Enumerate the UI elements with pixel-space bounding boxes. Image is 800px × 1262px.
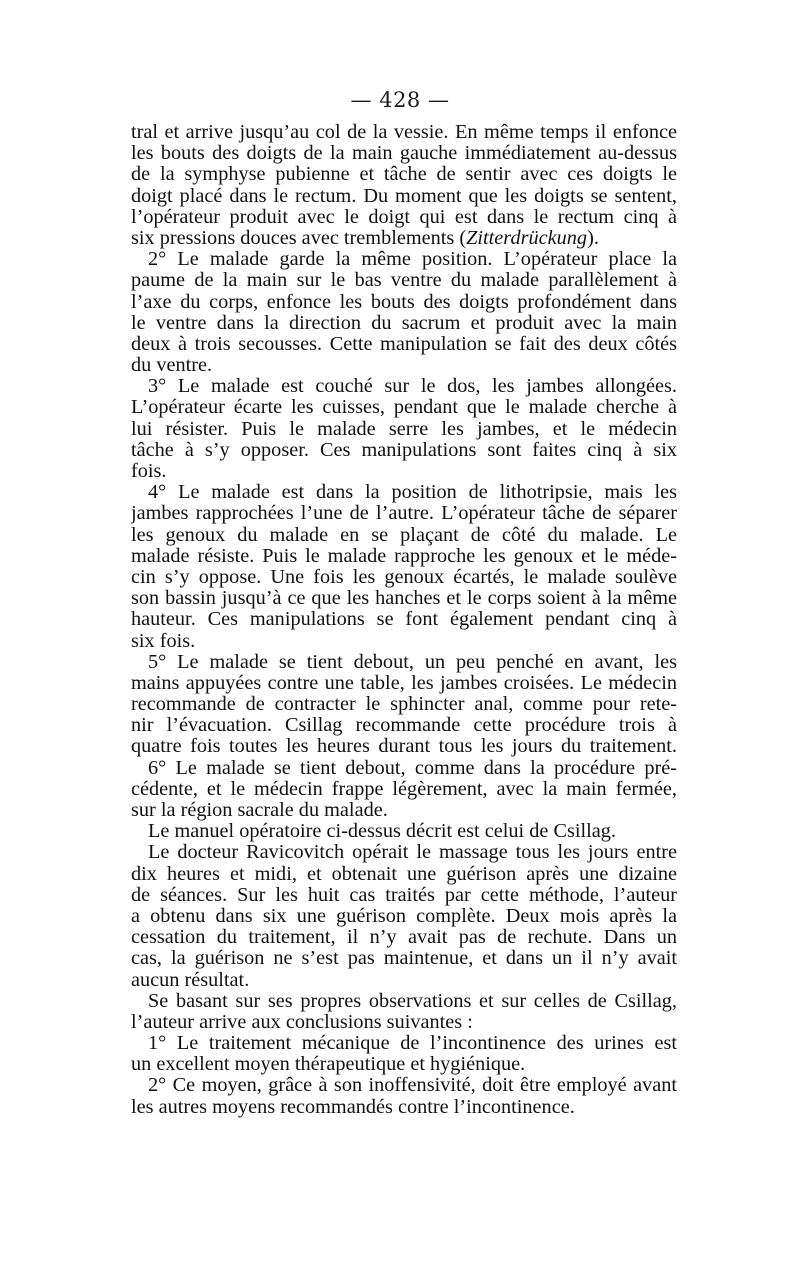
- text-line: les bouts des doigts de la main gauche immédiatement au-dessus: [131, 143, 677, 165]
- text-line: Se basant sur ses propres observations et sur celles de Csillag,: [148, 990, 677, 1012]
- text-line: deux à trois secousses. Cette manipulation se fait des deux côtés: [131, 333, 677, 355]
- text-line: 2° Le malade garde la même position. L’opérateur place la: [148, 249, 677, 271]
- text-line: tâche à s’y opposer. Ces manipulations sont faites cinq à six: [131, 439, 677, 461]
- body-text: [131, 122, 677, 1118]
- text-line: paume de la main sur le bas ventre du malade parallèlement à: [131, 270, 677, 292]
- text-line: les genoux du malade en se plaçant de côté du malade. Le: [131, 524, 677, 546]
- text-line: jambes rapprochées l’une de l’autre. L’opérateur tâche de séparer: [131, 503, 677, 525]
- text-line: doigt placé dans le rectum. Du moment que les doigts se sentent,: [131, 185, 677, 207]
- text-line: cin s’y oppose. Une fois les genoux écartés, le malade soulève: [131, 566, 677, 588]
- italic-term: Zitterdrückung: [466, 227, 588, 249]
- text-line: six pressions douces avec tremblements (Zitterdrückung).: [131, 227, 599, 249]
- text-line: 1° Le traitement mécanique de l’incontinence des urines est: [148, 1033, 677, 1055]
- text-line: 6° Le malade se tient debout, comme dans la procédure pré-: [148, 757, 677, 779]
- text-line: quatre fois toutes les heures durant tous les jours du traitement.: [131, 736, 677, 758]
- text-line: hauteur. Ces manipulations se font également pendant cinq à: [131, 609, 677, 631]
- text-line: le ventre dans la direction du sacrum et produit avec la main: [131, 312, 677, 334]
- text-line: tral et arrive jusqu’au col de la vessie. En même temps il enfonce: [131, 122, 677, 143]
- text-line: Le manuel opératoire ci-dessus décrit est celui de Csillag.: [148, 821, 616, 843]
- text-line: de la symphyse pubienne et tâche de sentir avec ces doigts le: [131, 164, 677, 186]
- text-line: 2° Ce moyen, grâce à son inoffensivité, doit être employé avant: [148, 1075, 677, 1097]
- text-line: mains appuyées contre une table, les jambes croisées. Le médecin: [131, 672, 677, 694]
- text-line: Le docteur Ravicovitch opérait le massage tous les jours entre: [148, 842, 677, 864]
- text-line: l’auteur arrive aux conclusions suivantes :: [131, 1011, 473, 1033]
- text-line: nir l’évacuation. Csillag recommande cette procédure trois à: [131, 715, 677, 737]
- text-line: aucun résultat.: [131, 969, 250, 991]
- page-number: — 428 —: [350, 88, 450, 112]
- text-line: lui résister. Puis le malade serre les jambes, et le médecin: [131, 418, 677, 440]
- text-line: malade résiste. Puis le malade rapproche les genoux et le méde-: [131, 545, 677, 567]
- text-line: l’axe du corps, enfonce les bouts des doigts profondément dans: [131, 291, 677, 313]
- text-line: sur la région sacrale du malade.: [131, 800, 388, 821]
- text-line: 3° Le malade est couché sur le dos, les jambes allongées.: [148, 376, 677, 398]
- text-line: son bassin jusqu’à ce que les hanches et le corps soient à la même: [131, 588, 677, 610]
- text-line: 5° Le malade se tient debout, un peu penché en avant, les: [148, 651, 677, 673]
- text-line: l’opérateur produit avec le doigt qui est dans le rectum cinq à: [131, 206, 677, 228]
- text-line: cédente, et le médecin frappe légèrement, avec la main fermée,: [131, 778, 677, 800]
- text-line: fois.: [131, 461, 167, 482]
- text-line: les autres moyens recommandés contre l’incontinence.: [131, 1096, 575, 1118]
- text-line: dix heures et midi, et obtenait une guérison après une dizaine: [131, 863, 677, 885]
- text-line: du ventre.: [131, 355, 213, 377]
- text-line: cas, la guérison ne s’est pas maintenue, et dans un il n’y avait: [131, 948, 677, 970]
- text-line: un excellent moyen thérapeutique et hygiénique.: [131, 1054, 526, 1076]
- text-line: de séances. Sur les huit cas traités par cette méthode, l’auteur: [131, 884, 677, 906]
- text-line: cessation du traitement, il n’y avait pas de rechute. Dans un: [131, 927, 677, 949]
- text-line: recommande de contracter le sphincter anal, comme pour rete-: [131, 694, 677, 716]
- text-line: 4° Le malade est dans la position de lithotripsie, mais les: [148, 482, 677, 504]
- text-line: L’opérateur écarte les cuisses, pendant que le malade cherche à: [131, 397, 677, 419]
- text-line: a obtenu dans six une guérison complète. Deux mois après la: [131, 905, 677, 927]
- text-line: six fois.: [131, 630, 196, 652]
